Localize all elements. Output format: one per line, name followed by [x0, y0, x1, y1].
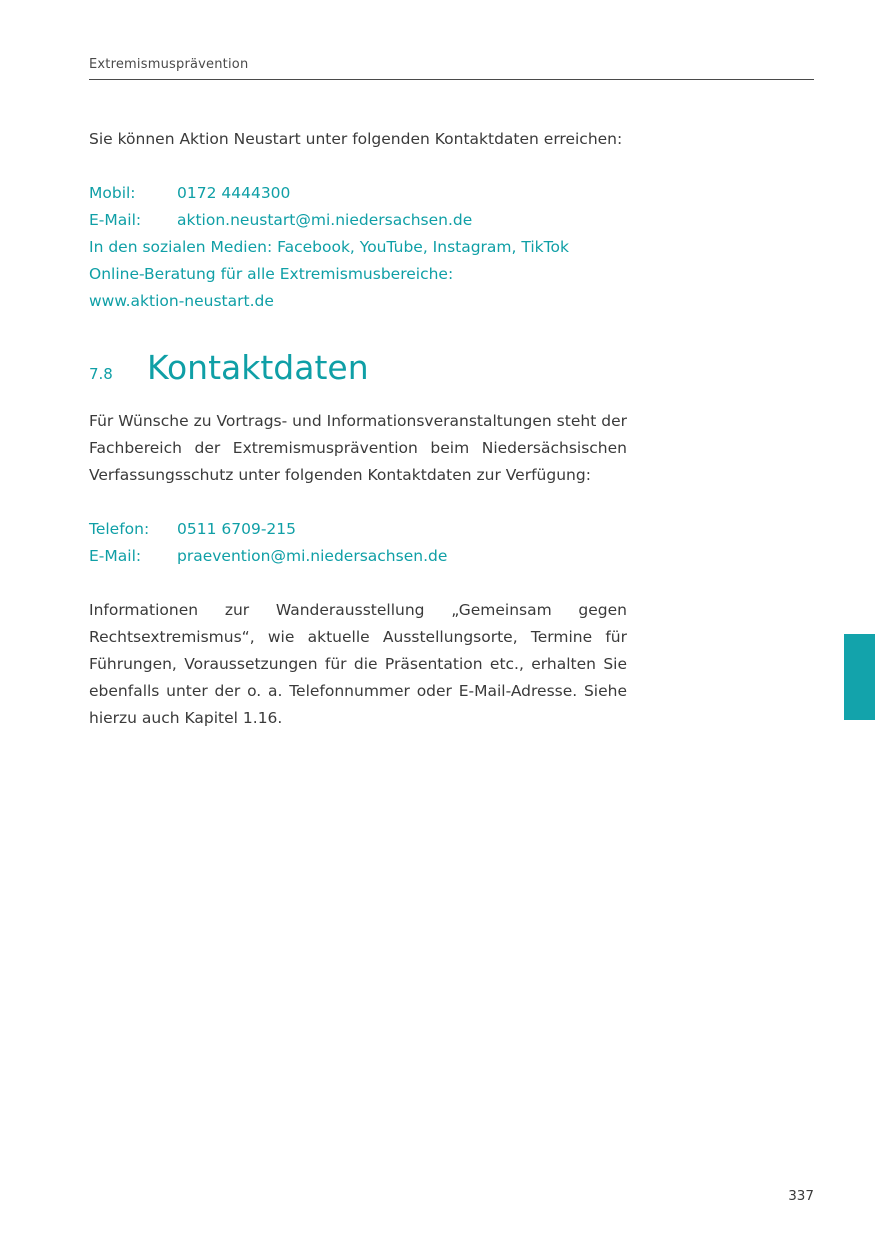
social-media-line: In den sozialen Medien: Facebook, YouTube, Instagram, TikTok: [89, 238, 569, 256]
spacer: [89, 489, 627, 516]
section-paragraph-1: Für Wünsche zu Vortrags- und Informationsveranstaltungen steht der Fachbereich der Extremismusprävention beim Niedersächsischen Verfassungsschutz unter folgenden Kontaktdaten zur Verfügung:: [89, 412, 627, 484]
mobile-row: [89, 180, 627, 207]
spacer: [89, 153, 627, 180]
phone-row: [89, 516, 627, 543]
intro-text: Sie können Aktion Neustart unter folgenden Kontaktdaten erreichen:: [89, 130, 623, 148]
online-counseling-line: Online-Beratung für alle Extremismusbereiche:: [89, 265, 454, 283]
page-content: [89, 126, 627, 732]
section-number: 7.8: [89, 365, 113, 383]
running-header: Extremismusprävention: [89, 57, 249, 72]
prevention-email-row: [89, 543, 627, 570]
header-rule: [89, 79, 814, 80]
mobile-value: 0172 4444300: [177, 184, 291, 202]
phone-value: 0511 6709-215: [177, 520, 296, 538]
prevention-contact-block: [89, 516, 627, 570]
prevention-email-link[interactable]: praevention@mi.niedersachsen.de: [177, 547, 448, 565]
phone-label: Telefon:: [89, 520, 150, 538]
website-link[interactable]: www.aktion-neustart.de: [89, 292, 274, 310]
chapter-thumb-tab: [844, 634, 875, 720]
section-paragraph-2: Informationen zur Wanderausstellung „Gemeinsam gegen Rechtsextremismus“, wie aktuelle Ausstellungsorte, Termine für Führungen, Voraussetzungen für die Präsentation etc., erhalten Sie ebenfalls unter der o. a. Telefonnummer oder E-Mail-Adresse. Siehe hierzu auch Kapitel 1.16.: [89, 601, 627, 727]
spacer: [89, 570, 627, 597]
neustart-email-row: [89, 207, 627, 234]
mobile-label: Mobil:: [89, 184, 136, 202]
page-number: 337: [788, 1188, 814, 1204]
section-title: Kontaktdaten: [147, 348, 369, 387]
prevention-email-label: E-Mail:: [89, 547, 142, 565]
neustart-email-link[interactable]: aktion.neustart@mi.niedersachsen.de: [177, 211, 473, 229]
section-heading: [89, 348, 627, 388]
neustart-contact-block: [89, 180, 627, 315]
neustart-email-label: E-Mail:: [89, 211, 142, 229]
